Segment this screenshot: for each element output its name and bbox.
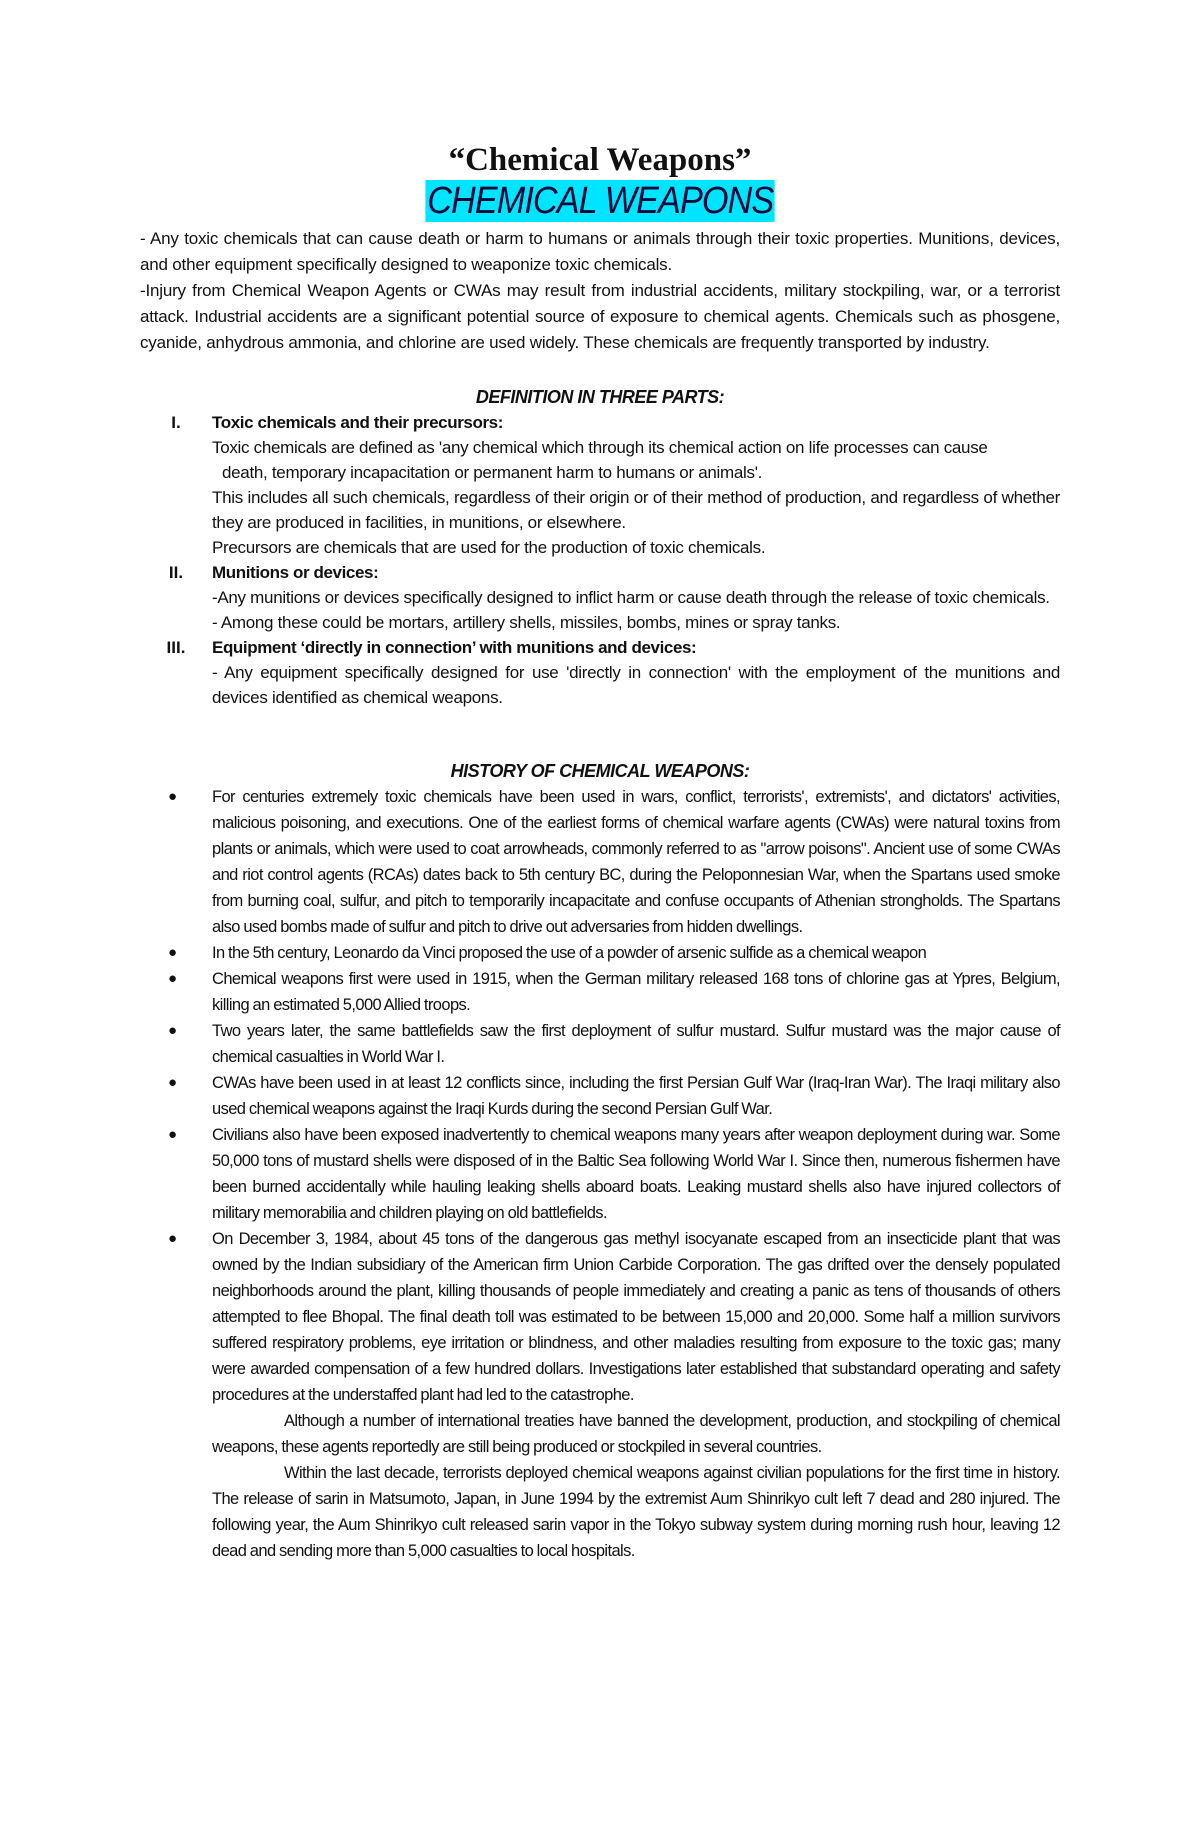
definition-title: Munitions or devices: (212, 563, 379, 582)
list-item (140, 1070, 1060, 1122)
history-text: Two years later, the same battlefields saw the first deployment of sulfur mustard. Sulfur mustard was the major cause of chemical casualties in World War I. (212, 1022, 1060, 1066)
definition-text: Toxic chemicals are defined as 'any chemical which through its chemical action on life processes can cause (212, 438, 988, 457)
history-list (140, 784, 1060, 1564)
intro-paragraph-1: - Any toxic chemicals that can cause death or harm to humans or animals through their toxic properties. Munitions, devices, and other equipment specifically designed to weaponize toxic chemicals. (140, 229, 1060, 274)
history-text: On December 3, 1984, about 45 tons of the dangerous gas methyl isocyanate escaped from an insecticide plant that was owned by the Indian subsidiary of the American firm Union Carbide Corporation. The gas drifted over the densely populated neighborhoods around the plant, killing thousands of people immediately and creating a panic as tens of thousands of others attempted to flee Bhopal. The final death toll was estimated to be between 15,000 and 20,000. Some half a million survivors suffered respiratory problems, eye irritation or blindness, and other maladies resulting from exposure to the toxic gas; many were awarded compensation of a few hundred dollars. Investigations later established that substandard operating and safety procedures at the understaffed plant had led to the catastrophe. (212, 1230, 1060, 1404)
definition-title: Equipment ‘directly in connection’ with munitions and devices: (212, 638, 697, 657)
list-item (140, 784, 1060, 940)
list-item (140, 940, 1060, 966)
definition-number: I. (171, 413, 181, 432)
definition-text: - Among these could be mortars, artillery shells, missiles, bombs, mines or spray tanks. (212, 613, 841, 632)
definition-text: This includes all such chemicals, regardless of their origin or of their method of production, and regardless of whether they are produced in facilities, in munitions, or elsewhere. (212, 488, 1060, 532)
definition-item-3 (140, 635, 1060, 710)
definition-heading: DEFINITION IN THREE PARTS: (475, 387, 725, 407)
document-title: “Chemical Weapons” (448, 142, 752, 178)
bullet-icon: ● (168, 788, 178, 805)
bullet-icon: ● (168, 1074, 178, 1091)
bullet-icon: ● (168, 944, 178, 961)
definition-text: -Any munitions or devices specifically designed to inflict harm or cause death through the release of toxic chemicals. (212, 588, 1050, 607)
definition-item-2 (140, 560, 1060, 635)
definition-text: death, temporary incapacitation or permanent harm to humans or animals'. (222, 463, 763, 482)
banner-wrapper (140, 180, 1060, 222)
list-item (140, 1226, 1060, 1564)
highlighted-heading: CHEMICAL WEAPONS (426, 180, 774, 222)
list-item (140, 1018, 1060, 1070)
history-text: CWAs have been used in at least 12 conflicts since, including the first Persian Gulf War (Iraq-Iran War). The Iraqi military also used chemical weapons against the Iraqi Kurds during the second Persian Gulf War. (212, 1074, 1060, 1118)
definition-text: - Any equipment specifically designed for use 'directly in connection' with the employment of the munitions and devices identified as chemical weapons. (212, 663, 1060, 707)
definition-item-1 (140, 410, 1060, 560)
history-continuation: Within the last decade, terrorists deployed chemical weapons against civilian populations for the first time in history. The release of sarin in Matsumoto, Japan, in June 1994 by the extremist Aum Shinrikyo cult left 7 dead and 280 injured. The following year, the Aum Shinrikyo cult released sarin vapor in the Tokyo subway system during morning rush hour, leaving 12 dead and sending more than 5,000 casualties to local hospitals. (212, 1464, 1060, 1560)
list-item (140, 966, 1060, 1018)
bullet-icon: ● (168, 970, 178, 987)
history-continuation: Although a number of international treaties have banned the development, production, and stockpiling of chemical weapons, these agents reportedly are still being produced or stockpiled in several countries. (212, 1412, 1060, 1456)
history-text: Chemical weapons first were used in 1915, when the German military released 168 tons of chlorine gas at Ypres, Belgium, killing an estimated 5,000 Allied troops. (212, 970, 1060, 1014)
definition-number: II. (168, 563, 184, 582)
bullet-icon: ● (168, 1230, 178, 1247)
intro-paragraph-2: -Injury from Chemical Weapon Agents or CWAs may result from industrial accidents, military stockpiling, war, or a terrorist attack. Industrial accidents are a significant potential source of exposure to chemical agents. Chemicals such as phosgene, cyanide, anhydrous ammonia, and chlorine are used widely. These chemicals are frequently transported by industry. (140, 281, 1060, 352)
history-heading: HISTORY OF CHEMICAL WEAPONS: (450, 761, 750, 781)
history-text: In the 5th century, Leonardo da Vinci proposed the use of a powder of arsenic sulfide as a chemical weapon (212, 944, 927, 962)
bullet-icon: ● (168, 1022, 178, 1039)
definition-title: Toxic chemicals and their precursors: (212, 413, 503, 432)
definition-text: Precursors are chemicals that are used for the production of toxic chemicals. (212, 538, 766, 557)
bullet-icon: ● (168, 1126, 178, 1143)
history-text: For centuries extremely toxic chemicals have been used in wars, conflict, terrorists', extremists', and dictators' activities, malicious poisoning, and executions. One of the earliest forms of chemical warfare agents (CWAs) were natural toxins from plants or animals, which were used to coat arrowheads, commonly referred to as "arrow poisons". Ancient use of some CWAs and riot control agents (RCAs) dates back to 5th century BC, during the Peloponnesian War, when the Spartans used smoke from burning coal, sulfur, and pitch to temporarily incapacitate and confuse occupants of Athenian strongholds. The Spartans also used bombs made of sulfur and pitch to drive out adversaries from hidden dwellings. (212, 788, 1060, 936)
list-item (140, 1122, 1060, 1226)
definition-number: III. (166, 638, 186, 657)
document-page (140, 140, 1060, 1564)
history-text: Civilians also have been exposed inadvertently to chemical weapons many years after weapon deployment during war. Some 50,000 tons of mustard shells were disposed of in the Baltic Sea following World War I. Since then, numerous fishermen have been burned accidentally while hauling leaking shells aboard boats. Leaking mustard shells also have injured collectors of military memorabilia and children playing on old battlefields. (212, 1126, 1060, 1222)
